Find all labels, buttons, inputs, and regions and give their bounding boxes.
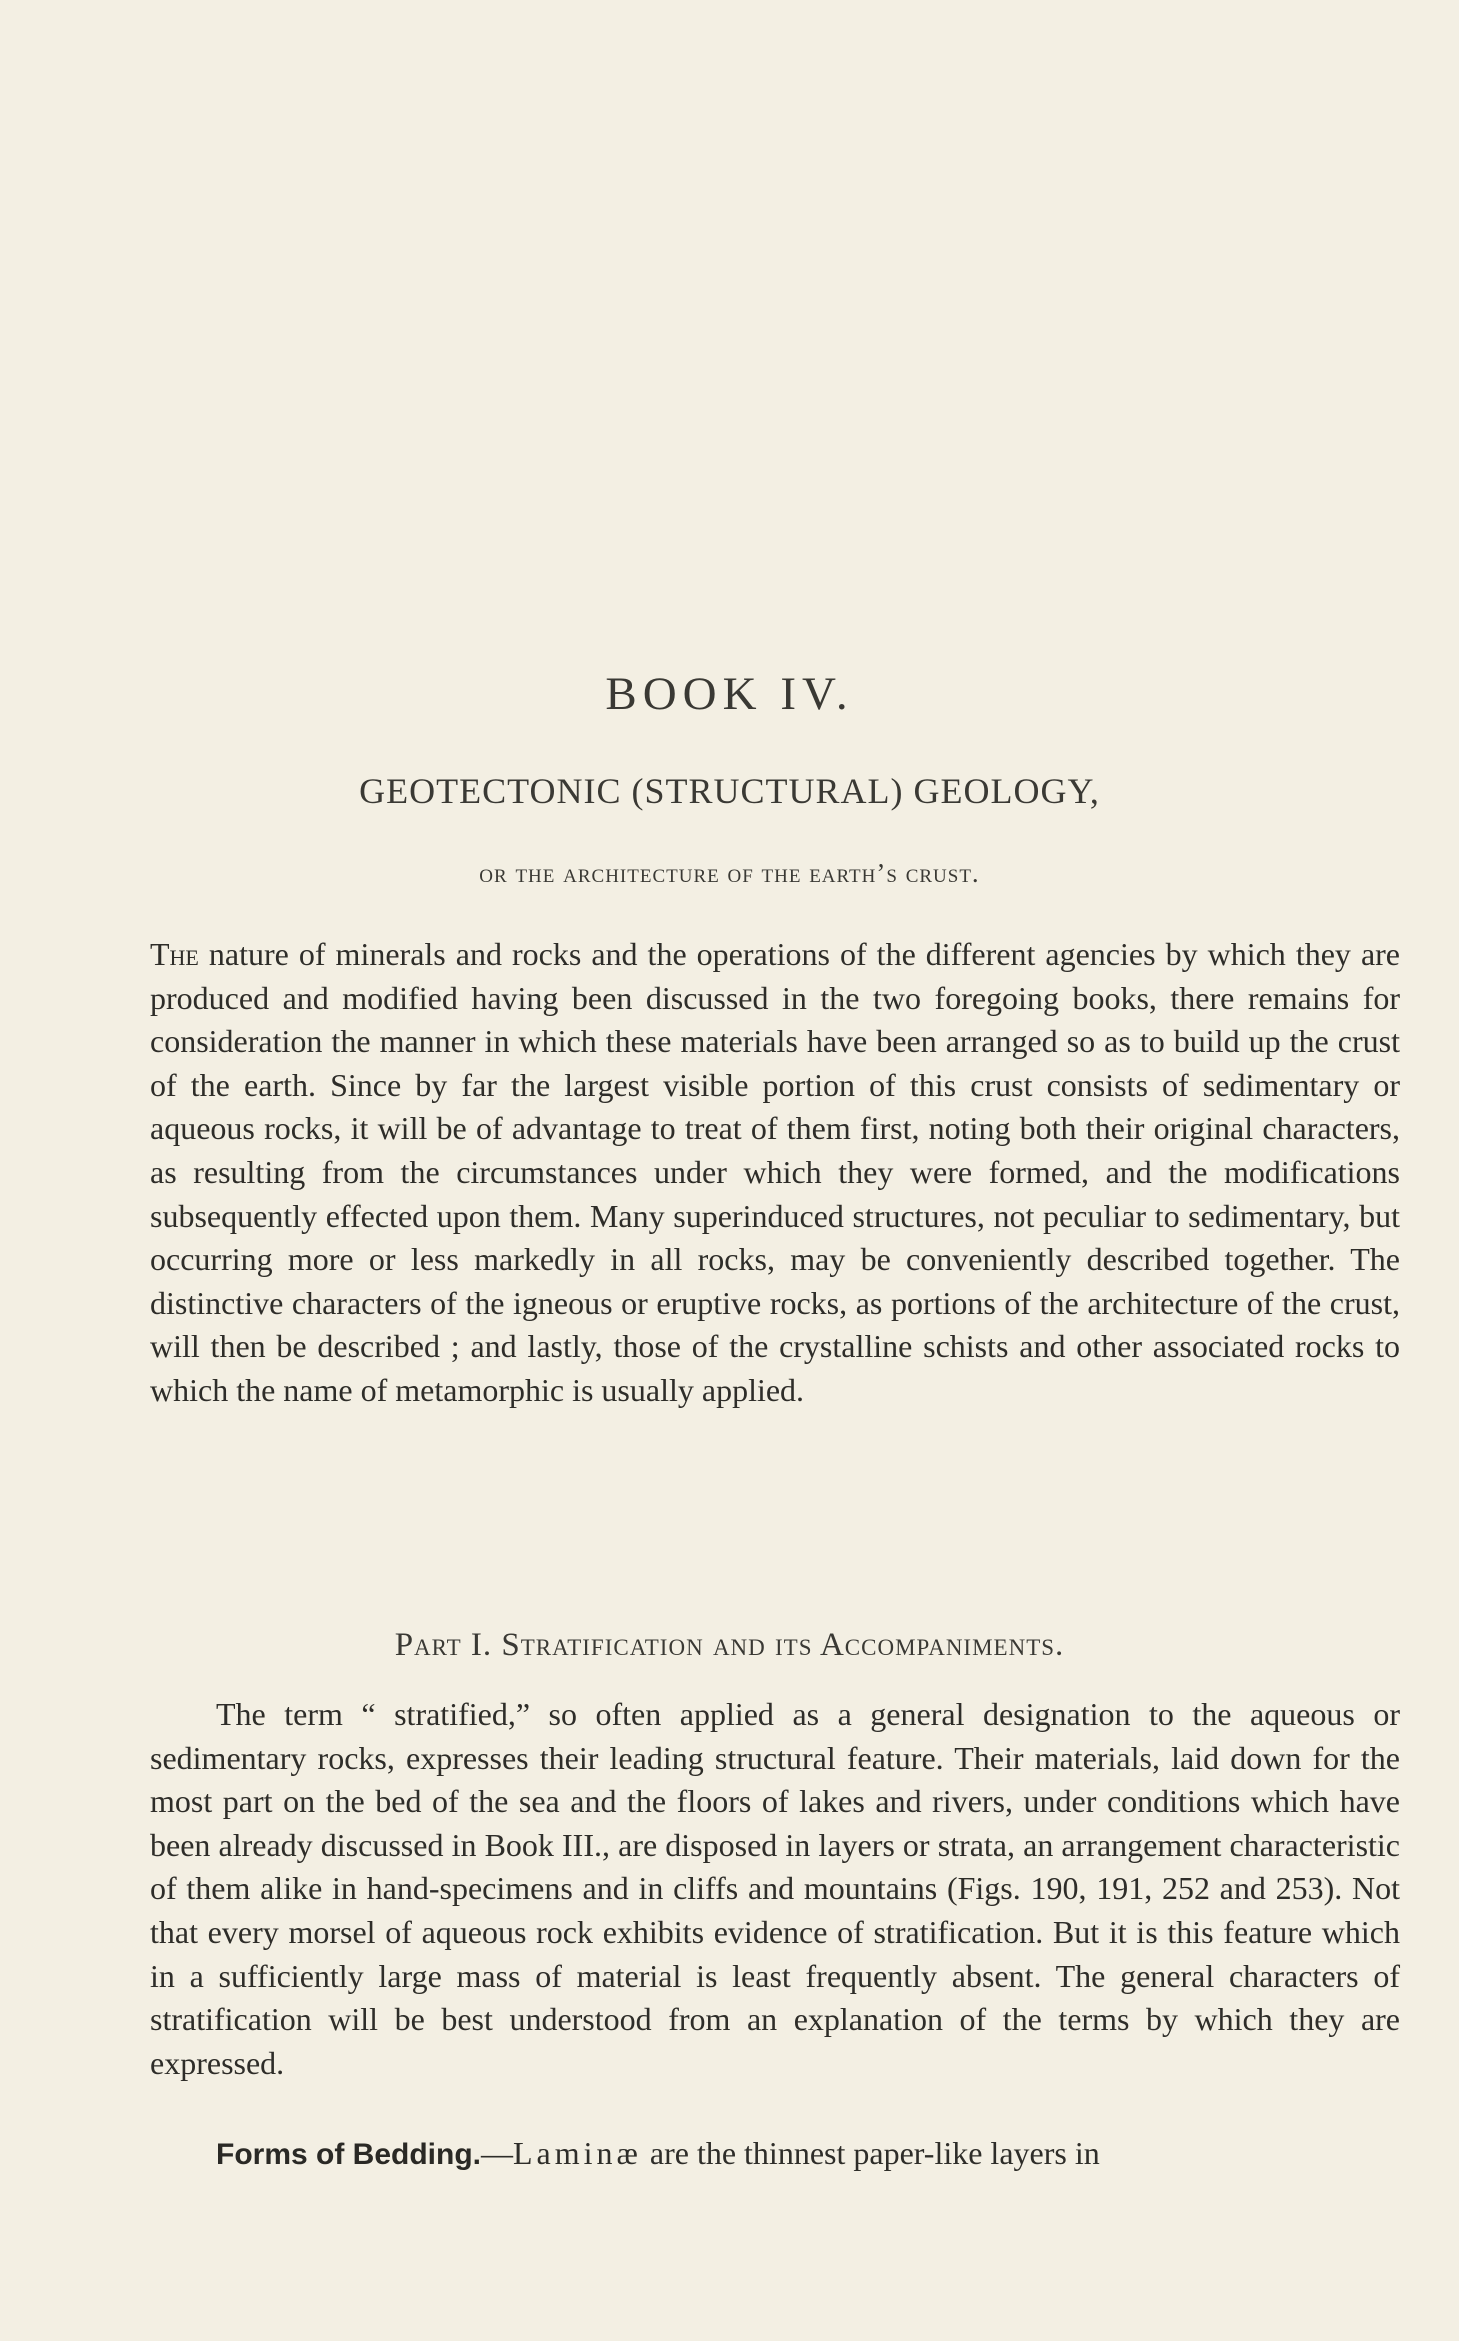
intro-paragraph (150, 933, 1400, 1413)
book-title: BOOK IV. (605, 668, 854, 720)
intro-text: nature of minerals and rocks and the operations of the different agencies by which they are produced and modified having been discussed in the two foregoing books, there remains for consideration the manner in which these materials have been arranged so as to build up the crust of the earth. Since by far the largest visible portion of this crust consists of sedimentary or aqueous rocks, it will be of advantage to treat of them first, noting both their original characters, as resulting from the circumstances under which they were formed, and the modifications subsequently effected upon them. Many superinduced structures, not peculiar to sedimentary, but occurring more or less markedly in all rocks, may be conveniently described together. The distinctive characters of the igneous or eruptive rocks, as portions of the architecture of the crust, will then be described ; and lastly, those of the crystalline schists and other associated rocks to which the name of metamorphic is usually applied. (150, 936, 1400, 1408)
stratification-paragraph: The term “ stratified,” so often applied as a general designation to the aqueous or sedimentary rocks, expresses their leading structural feature. Their materials, laid down for the most part on the bed of the sea and the floors of lakes and rivers, under conditions which have been already discussed in Book III., are disposed in layers or strata, an arrangement characteristic of them alike in hand-specimens and in cliffs and mountains (Figs. 190, 191, 252 and 253). Not that every morsel of aqueous rock exhibits evidence of stratification. But it is this feature which in a sufficiently large mass of material is least frequently absent. The general characters of stratification will be best understood from an explanation of the terms by which they are expressed. (150, 1696, 1400, 2081)
bedding-term: Laminæ (513, 2135, 642, 2171)
bedding-paragraph (150, 2132, 1400, 2177)
intro-lead-word: The (150, 936, 199, 972)
bedding-text: are the thinnest paper-like layers in (641, 2135, 1100, 2171)
subject-subtitle: or the architecture of the earth’s crust. (479, 858, 980, 888)
bedding-dash: — (481, 2135, 513, 2171)
bedding-heading: Forms of Bedding. (216, 2138, 481, 2171)
part-heading: Part I. Stratification and its Accompaniments. (394, 1627, 1065, 1663)
subject-title: GEOTECTONIC (STRUCTURAL) GEOLOGY, (359, 771, 1100, 811)
